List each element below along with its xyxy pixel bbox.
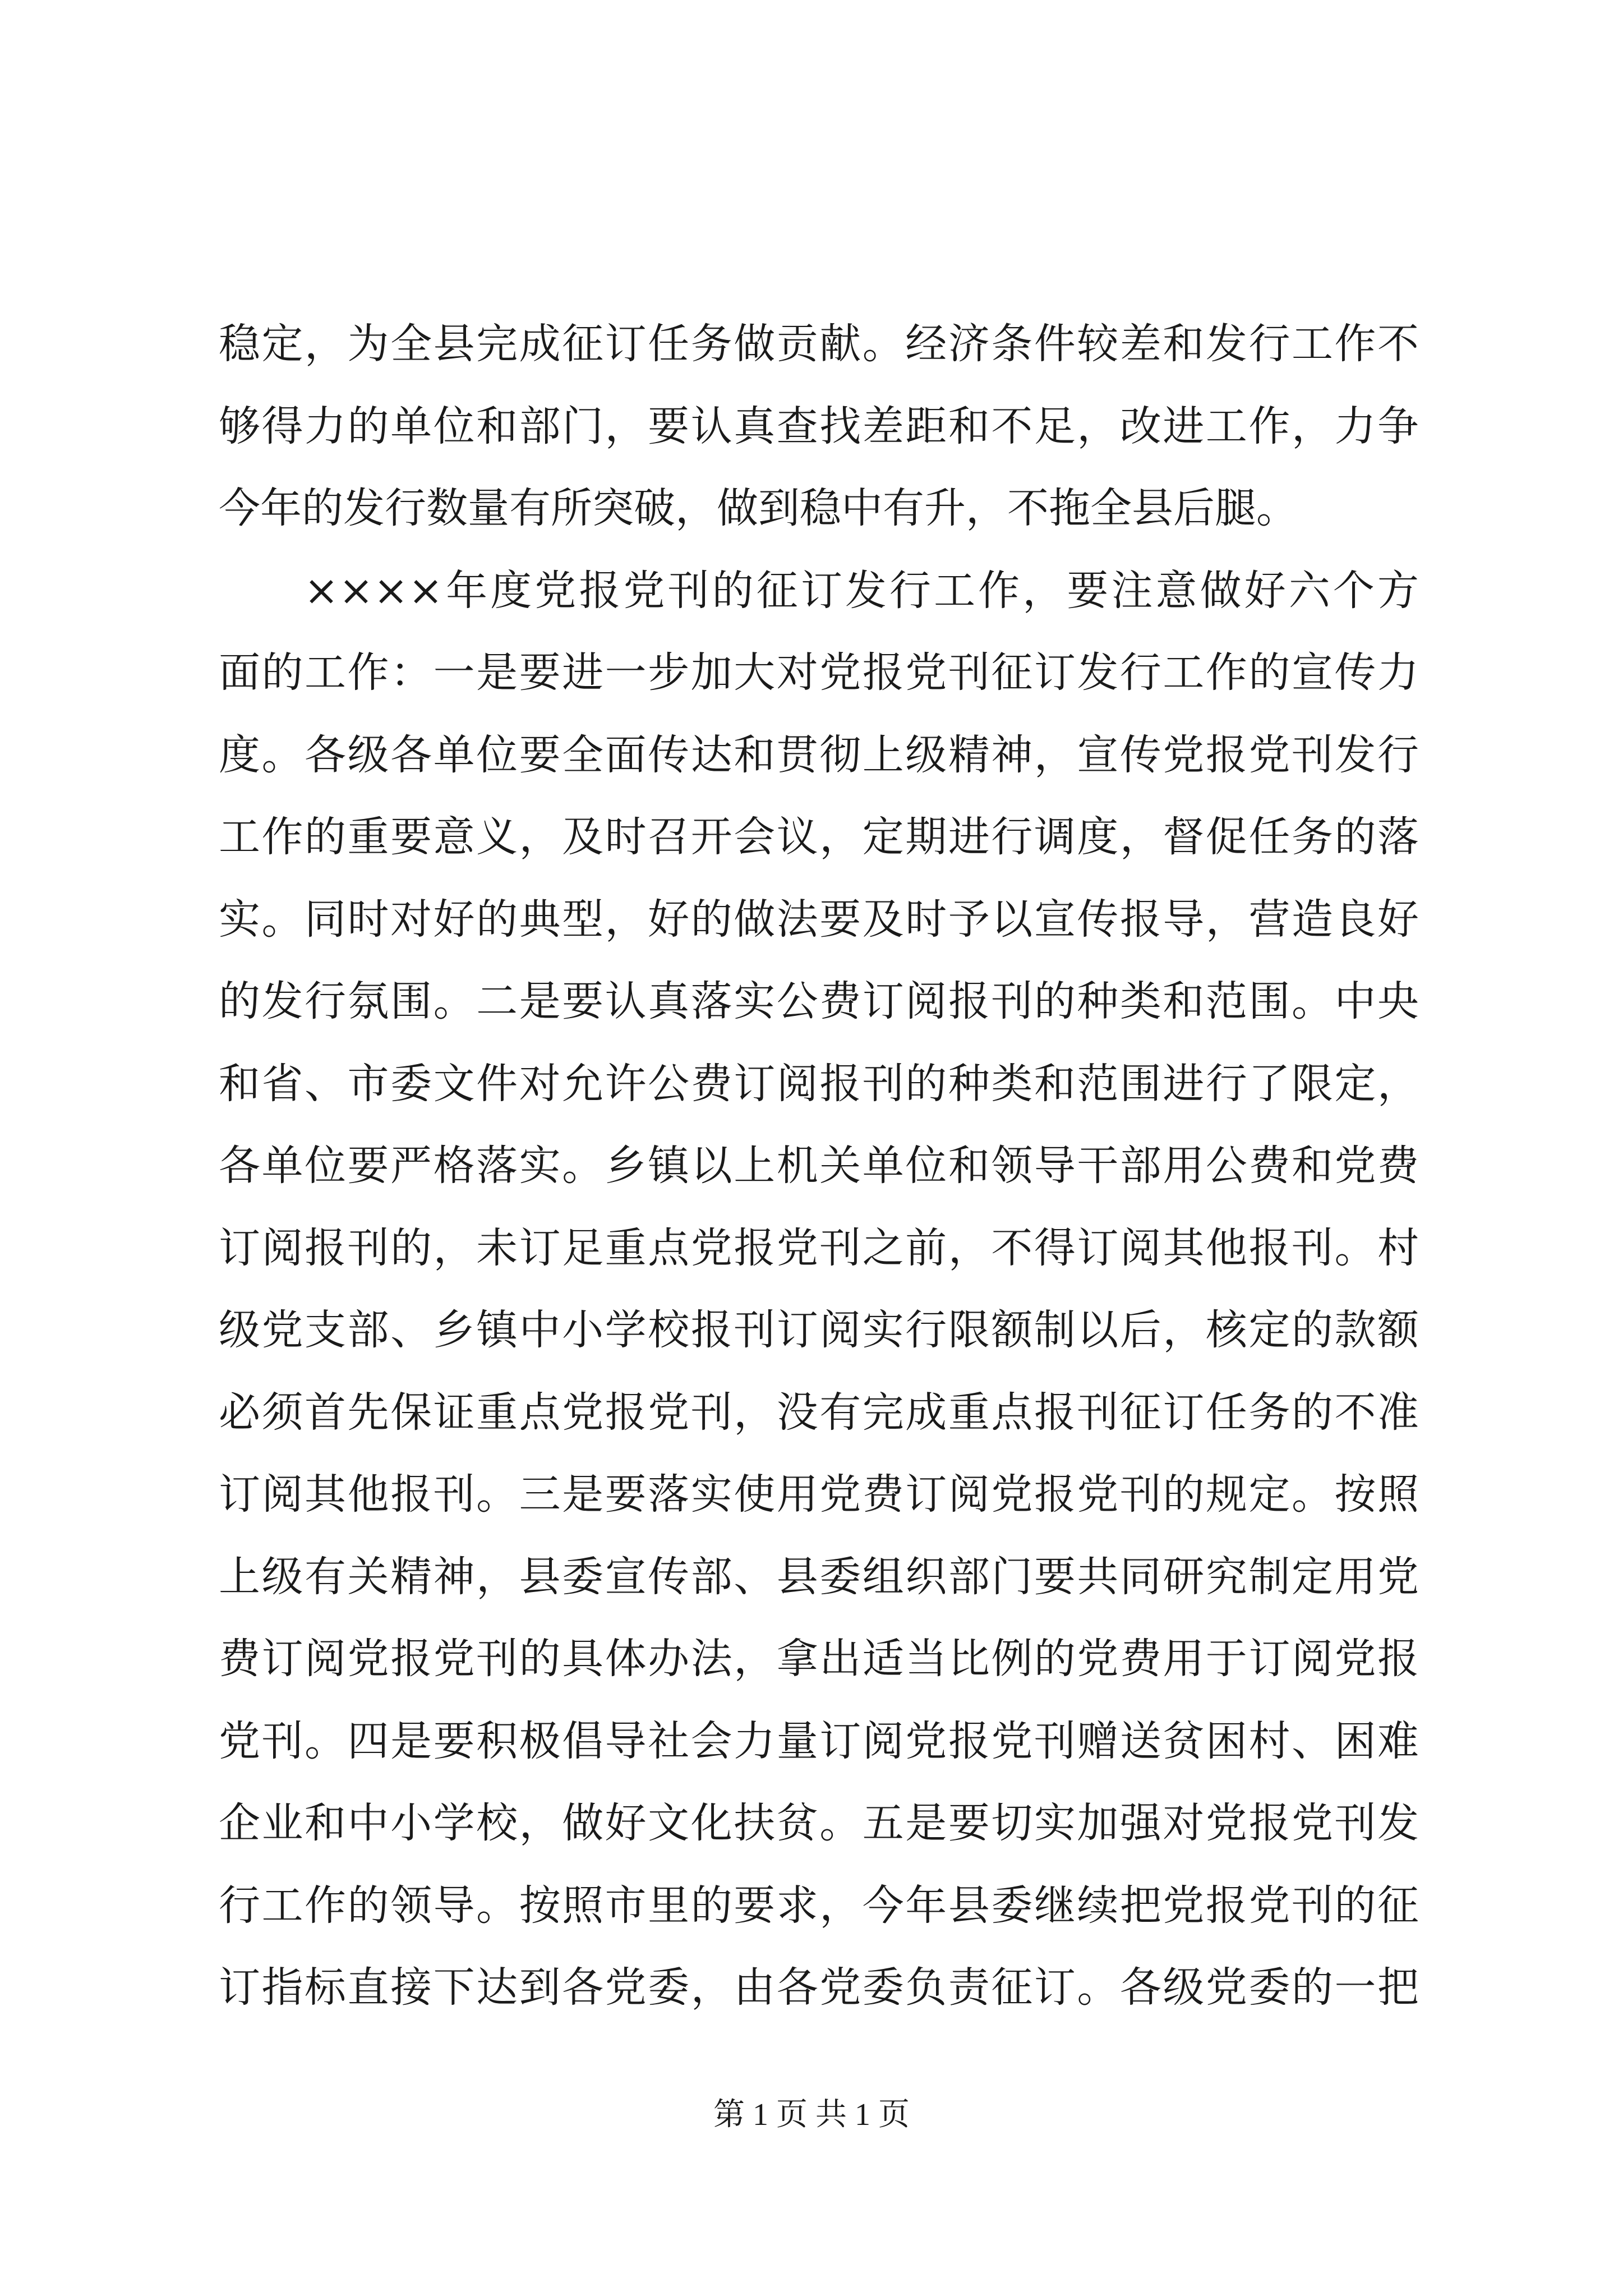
text-line: 订指标直接下达到各党委，由各党委负责征订。各级党委的一把 <box>219 1963 1419 2012</box>
paragraph <box>219 550 1419 2029</box>
text-line: 的发行氛围。二是要认真落实公费订阅报刊的种类和范围。中央 <box>219 977 1419 1025</box>
page-footer: 第 1 页 共 1 页 <box>713 2097 910 2132</box>
text-line: 必须首先保证重点党报党刊，没有完成重点报刊征订任务的不准 <box>219 1388 1419 1437</box>
text-line: 上级有关精神，县委宣传部、县委组织部门要共同研究制定用党 <box>219 1552 1419 1601</box>
text-line: 订阅报刊的，未订足重点党报党刊之前，不得订阅其他报刊。村 <box>219 1223 1419 1272</box>
text-line: 党刊。四是要积极倡导社会力量订阅党报党刊赠送贫困村、困难 <box>219 1717 1419 1765</box>
document-body <box>219 303 1419 2029</box>
text-line: 今年的发行数量有所突破，做到稳中有升，不拖全县后腿。 <box>219 484 1298 532</box>
text-line: 企业和中小学校，做好文化扶贫。五是要切实加强对党报党刊发 <box>219 1799 1419 1847</box>
text-line: 稳定，为全县完成征订任务做贡献。经济条件较差和发行工作不 <box>219 320 1419 368</box>
text-line: 订阅其他报刊。三是要落实使用党费订阅党报党刊的规定。按照 <box>219 1470 1419 1519</box>
text-line: 各单位要严格落实。乡镇以上机关单位和领导干部用公费和党费 <box>219 1142 1419 1190</box>
text-line: 工作的重要意义，及时召开会议，定期进行调度，督促任务的落 <box>219 813 1419 861</box>
text-line: 行工作的领导。按照市里的要求，今年县委继续把党报党刊的征 <box>219 1881 1419 1930</box>
text-line: 度。各级各单位要全面传达和贯彻上级精神，宣传党报党刊发行 <box>219 730 1419 779</box>
text-line: 费订阅党报党刊的具体办法，拿出适当比例的党费用于订阅党报 <box>219 1635 1419 1683</box>
text-line: 够得力的单位和部门，要认真查找差距和不足，改进工作，力争 <box>219 402 1419 450</box>
text-line: 面的工作：一是要进一步加大对党报党刊征订发行工作的宣传力 <box>219 648 1419 697</box>
text-line: 和省、市委文件对允许公费订阅报刊的种类和范围进行了限定， <box>219 1059 1419 1108</box>
text-line: ××××年度党报党刊的征订发行工作，要注意做好六个方 <box>304 566 1419 615</box>
text-line: 级党支部、乡镇中小学校报刊订阅实行限额制以后，核定的款额 <box>219 1306 1419 1354</box>
paragraph <box>219 303 1419 550</box>
text-line: 实。同时对好的典型，好的做法要及时予以宣传报导，营造良好 <box>219 895 1419 944</box>
